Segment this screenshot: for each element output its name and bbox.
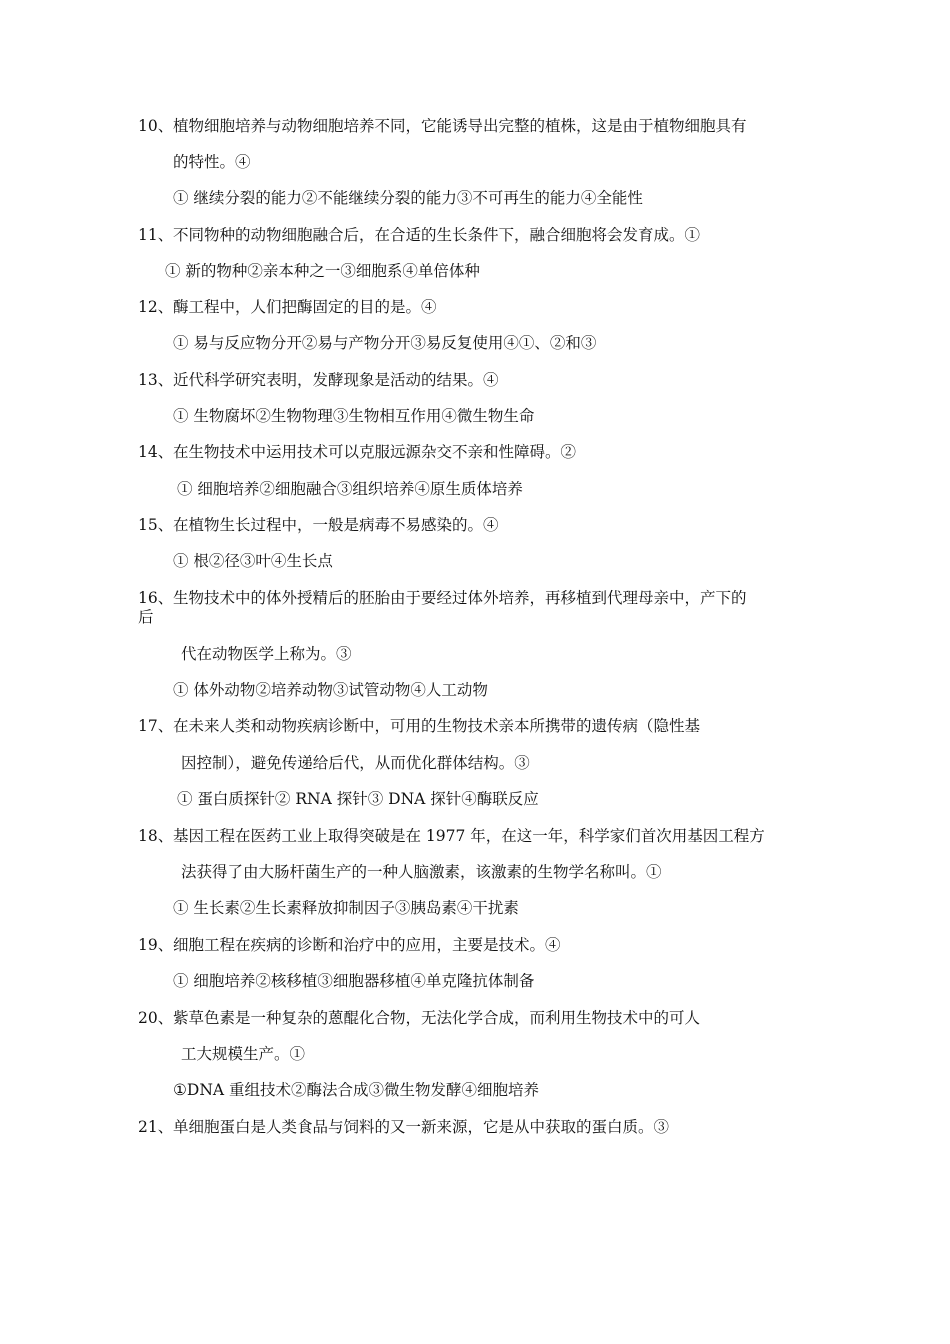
- question-text: 酶工程中，人们把酶固定的目的是。④: [173, 298, 437, 316]
- question-text: 在未来人类和动物疾病诊断中，可用的生物技术亲本所携带的遗传病（隐性基: [173, 717, 701, 735]
- question-21-line-1: [138, 1117, 669, 1137]
- question-13-options: ① 生物腐坏②生物物理③生物相互作用④微生物生命: [173, 407, 535, 425]
- question-14-options: ① 细胞培养②细胞融合③组织培养④原生质体培养: [177, 480, 523, 498]
- question-18-options: ① 生长素②生长素释放抑制因子③胰岛素④干扰素: [173, 899, 519, 917]
- question-20-line-1: [138, 1008, 700, 1028]
- question-16-options: ① 体外动物②培养动物③试管动物④人工动物: [173, 681, 488, 699]
- question-number: 21、: [138, 1118, 174, 1136]
- question-16-line-3: 代在动物医学上称为。③: [181, 645, 352, 663]
- question-19-line-1: [138, 935, 561, 955]
- question-17-options: ① 蛋白质探针② RNA 探针③ DNA 探针④酶联反应: [177, 790, 539, 808]
- question-number: 19、: [138, 936, 174, 954]
- question-text: 细胞工程在疾病的诊断和治疗中的应用，主要是技术。④: [173, 936, 561, 954]
- question-20-line-2: 工大规模生产。①: [181, 1045, 306, 1063]
- question-13-line-1: [138, 370, 499, 390]
- question-number: 14、: [138, 443, 174, 461]
- question-number: 12、: [138, 298, 174, 316]
- question-12-line-1: [138, 297, 437, 317]
- question-text: 植物细胞培养与动物细胞培养不同，它能诱导出完整的植株，这是由于植物细胞具有: [173, 117, 747, 135]
- question-number: 20、: [138, 1009, 174, 1027]
- question-text: 生物技术中的体外授精后的胚胎由于要经过体外培养，再移植到代理母亲中，产下的: [173, 589, 747, 607]
- question-10-line-2: 的特性。④: [173, 153, 251, 171]
- question-10-options: ① 继续分裂的能力②不能继续分裂的能力③不可再生的能力④全能性: [173, 189, 643, 207]
- question-16-line-2: 后: [138, 608, 154, 626]
- question-18-line-1: [138, 826, 765, 846]
- question-14-line-1: [138, 442, 576, 462]
- question-15-options: ① 根②径③叶④生长点: [173, 552, 333, 570]
- question-11-options: ① 新的物种②亲本种之一③细胞系④单倍体种: [165, 262, 480, 280]
- question-number: 17、: [138, 717, 174, 735]
- question-text: 单细胞蛋白是人类食品与饲料的又一新来源，它是从中获取的蛋白质。③: [173, 1118, 670, 1136]
- question-number: 13、: [138, 371, 174, 389]
- question-18-line-2: 法获得了由大肠杆菌生产的一种人脑激素，该激素的生物学名称叫。①: [181, 863, 662, 881]
- question-17-line-1: [138, 716, 700, 736]
- question-text: 在植物生长过程中，一般是病毒不易感染的。④: [173, 516, 499, 534]
- question-text: 基因工程在医药工业上取得突破是在 1977 年，在这一年，科学家们首次用基因工程方: [173, 827, 765, 845]
- question-19-options: ① 细胞培养②核移植③细胞器移植④单克隆抗体制备: [173, 972, 535, 990]
- question-number: 10、: [138, 117, 174, 135]
- question-text: 在生物技术中运用技术可以克服远源杂交不亲和性障碍。②: [173, 443, 577, 461]
- question-number: 15、: [138, 516, 174, 534]
- question-11-line-1: [138, 225, 700, 245]
- question-number: 16、: [138, 589, 174, 607]
- question-17-line-2: 因控制），避免传递给后代，从而优化群体结构。③: [181, 754, 530, 772]
- question-number: 11、: [138, 226, 174, 244]
- question-text: 不同物种的动物细胞融合后，在合适的生长条件下，融合细胞将会发育成。①: [173, 226, 701, 244]
- question-20-options: ①DNA 重组技术②酶法合成③微生物发酵④细胞培养: [173, 1081, 540, 1099]
- question-10-line-1: [138, 116, 747, 136]
- question-number: 18、: [138, 827, 174, 845]
- question-12-options: ① 易与反应物分开②易与产物分开③易反复使用④①、②和③: [173, 334, 597, 352]
- question-text: 近代科学研究表明，发酵现象是活动的结果。④: [173, 371, 499, 389]
- question-16-line-1: [138, 588, 747, 608]
- question-15-line-1: [138, 515, 499, 535]
- question-text: 紫草色素是一种复杂的蒽醌化合物，无法化学合成，而利用生物技术中的可人: [173, 1009, 701, 1027]
